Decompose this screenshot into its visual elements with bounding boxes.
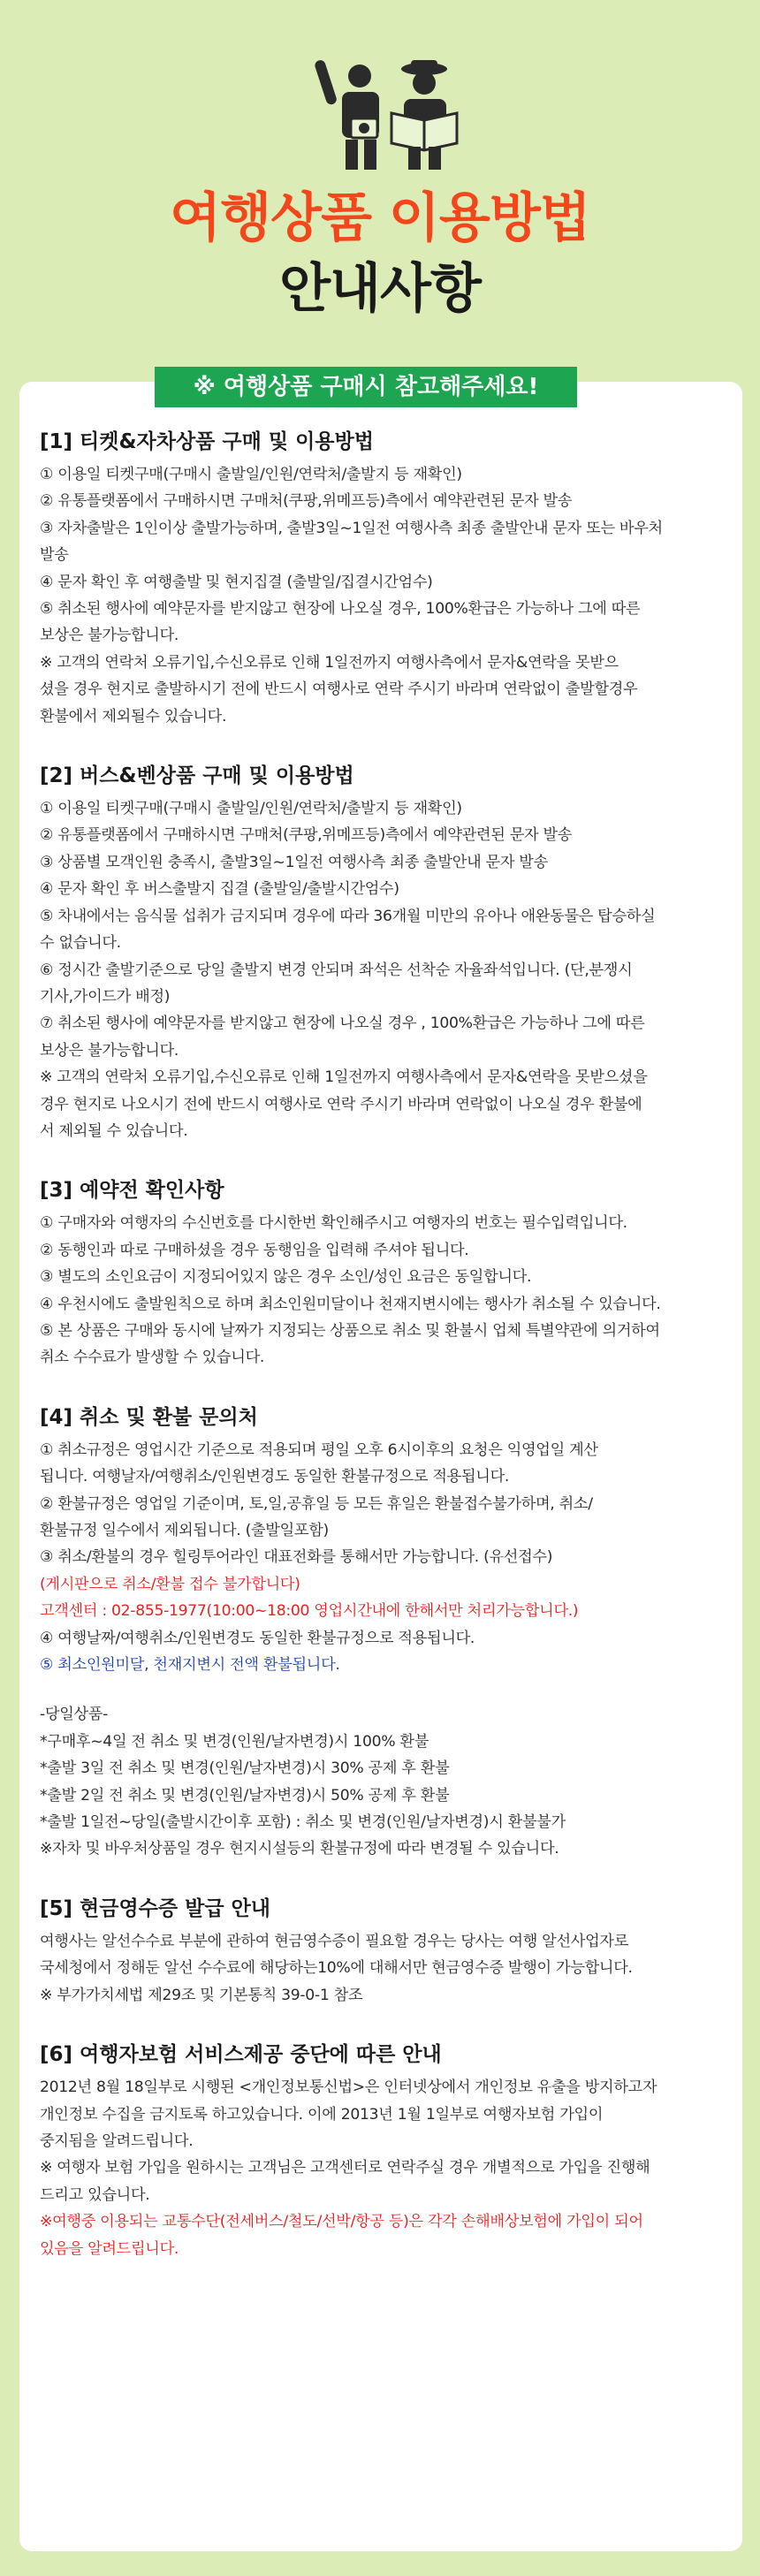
text-line: 있음을 알려드립니다. xyxy=(40,2239,179,2258)
section-1 xyxy=(40,426,729,730)
section-5 xyxy=(40,1893,729,2009)
text-line: ④ 우천시에도 출발원칙으로 하며 최소인원미달이나 천재지변시에는 행사가 취소될 수 있습니다. xyxy=(40,1295,661,1313)
text-line: ② 유통플랫폼에서 구매하시면 구매처(쿠팡,위메프등)측에서 예약관련된 문자 발송 xyxy=(40,826,573,845)
text-line: ④ 여행날짜/여행취소/인원변경도 동일한 환불규정으로 적용됩니다. xyxy=(40,1629,475,1647)
text-line: ③ 취소/환불의 경우 힐링투어라인 대표전화를 통해서만 가능합니다. (유선접수) xyxy=(40,1548,553,1567)
text-line: ⑤ 최소인원미달, 천재지변시 전액 환불됩니다. xyxy=(40,1656,340,1675)
text-line: ① 구매자와 여행자의 수신번호를 다시한번 확인해주시고 여행자의 번호는 필수입력입니다. xyxy=(40,1214,627,1233)
text-line: ※ 고객의 연락처 오류기입,수신오류로 인해 1일전까지 여행사측에서 문자&연락을 못받으 xyxy=(40,653,619,672)
text-line: 경우 현지로 나오시기 전에 반드시 여행사로 연락 주시기 바라며 연락없이 나오실 경우 환불에 xyxy=(40,1095,642,1113)
notice-banner: ※ 여행상품 구매시 참고해주세요! xyxy=(155,367,577,407)
page-title: 여행상품 이용방법 xyxy=(170,187,590,249)
text-line: ③ 별도의 소인요금이 지정되어있지 않은 경우 소인/성인 요금은 동일합니다. xyxy=(40,1268,532,1287)
text-line: ② 유통플랫폼에서 구매하시면 구매처(쿠팡,위메프등)측에서 예약관련된 문자 발송 xyxy=(40,492,573,511)
section-3 xyxy=(40,1174,729,1371)
text-line: *출발 2일 전 취소 및 변경(인원/날자변경)시 50% 공제 후 환불 xyxy=(40,1786,450,1805)
spacer xyxy=(40,1678,729,1701)
text-line: ③ 상품별 모객인원 충족시, 출발3일~1일전 여행사측 최종 출발안내 문자 발송 xyxy=(40,853,548,871)
section-6 xyxy=(40,2039,729,2262)
text-line: ④ 문자 확인 후 여행출발 및 현지집결 (출발일/집결시간엄수) xyxy=(40,573,433,591)
text-line: ※여행중 이용되는 교통수단(전세버스/철도/선박/항공 등)은 각각 손해배상보험에 가입이 되어 xyxy=(40,2213,643,2231)
text-line: 고객센터 : 02-855-1977(10:00~18:00 영업시간내에 한해서만 처리가능합니다.) xyxy=(40,1602,579,1621)
text-line: ※ 부가가치세법 제29조 및 기본통칙 39-0-1 참조 xyxy=(40,1986,363,2004)
text-line: ⑤ 본 상품은 구매와 동시에 날짜가 지정되는 상품으로 취소 및 환불시 업체 특별약관에 의거하여 xyxy=(40,1321,660,1340)
text-line: ④ 문자 확인 후 버스출발지 집결 (출발일/출발시간엄수) xyxy=(40,880,399,899)
section-title: [1] 티켓&자차상품 구매 및 이용방법 xyxy=(40,430,374,453)
text-line: ① 이용일 티켓구매(구매시 출발일/인원/연락처/출발지 등 재확인) xyxy=(40,800,462,818)
text-line: 발송 xyxy=(40,546,69,565)
text-line: 개인정보 수집을 금지토록 하고있습니다. 이에 2013년 1월 1일부로 여행자보험 가입이 xyxy=(40,2105,604,2124)
text-line: 2012년 8월 18일부로 시행된 <개인정보통신법>은 인터넷상에서 개인정보 유출을 방지하고자 xyxy=(40,2078,657,2097)
section-title: [4] 취소 및 환불 문의처 xyxy=(40,1405,258,1429)
guide-content xyxy=(40,426,729,2292)
text-line: ※ 고객의 연락처 오류기입,수신오류로 인해 1일전까지 여행사측에서 문자&연락을 못받으셨을 xyxy=(40,1068,648,1087)
traveler-mascot-icon xyxy=(296,58,473,173)
text-line: (게시판으로 취소/환불 접수 불가합니다) xyxy=(40,1575,300,1593)
section-title: [6] 여행자보험 서비스제공 중단에 따른 안내 xyxy=(40,2043,442,2067)
text-line: 보상은 불가능합니다. xyxy=(40,1041,179,1060)
text-line: *구매후~4일 전 취소 및 변경(인원/날자변경)시 100% 환불 xyxy=(40,1732,429,1751)
text-line: *출발 1일전~당일(출발시간이후 포함) : 취소 및 변경(인원/날자변경)시 환불불가 xyxy=(40,1813,566,1832)
text-line: ⑤ 차내에서는 음식물 섭취가 금지되며 경우에 따라 36개월 미만의 유아나 애완동물은 탑승하실 xyxy=(40,907,656,925)
text-line: 환불에서 제외될수 있습니다. xyxy=(40,707,227,726)
text-line: 됩니다. 여행날자/여행취소/인원변경도 동일한 환불규정으로 적용됩니다. xyxy=(40,1468,510,1486)
text-line: 셨을 경우 현지로 출발하시기 전에 반드시 여행사로 연락 주시기 바라며 연락없이 출발할경우 xyxy=(40,680,638,699)
section-title: [3] 예약전 확인사항 xyxy=(40,1179,224,1203)
text-line: 여행사는 알선수수료 부분에 관하여 현금영수증이 필요할 경우는 당사는 여행 알선사업자로 xyxy=(40,1932,628,1950)
text-line: ※자차 및 바우처상품일 경우 현지시설등의 환불규정에 따라 변경될 수 있습니다. xyxy=(40,1840,559,1858)
text-line: 보상은 불가능합니다. xyxy=(40,627,179,645)
text-line: 기사,가이드가 배정) xyxy=(40,987,171,1006)
text-line: ① 취소규정은 영업시간 기준으로 적용되며 평일 오후 6시이후의 요청은 익영업일 계산 xyxy=(40,1440,598,1459)
text-line: *출발 3일 전 취소 및 변경(인원/날자변경)시 30% 공제 후 환불 xyxy=(40,1759,450,1778)
text-line: 국세청에서 정해둔 알선 수수료에 해당하는10%에 대해서만 현금영수증 발행이 가능합니다. xyxy=(40,1959,633,1978)
text-line: ① 이용일 티켓구매(구매시 출발일/인원/연락처/출발지 등 재확인) xyxy=(40,466,462,483)
header xyxy=(0,0,760,380)
text-line: 중지됨을 알려드립니다. xyxy=(40,2131,194,2150)
text-line: 취소 수수료가 발생할 수 있습니다. xyxy=(40,1349,265,1367)
text-line: ③ 자차출발은 1인이상 출발가능하며, 출발3일~1일전 여행사측 최종 출발안내 문자 또는 바우처 xyxy=(40,519,663,537)
text-line: 수 없습니다. xyxy=(40,934,121,953)
text-line: ※ 여행자 보험 가입을 원하시는 고객님은 고객센터로 연락주실 경우 개별적으로 가입을 진행해 xyxy=(40,2159,650,2177)
page-subtitle: 안내사항 xyxy=(279,258,481,320)
text-line: 환불규정 일수에서 제외됩니다. (출발일포함) xyxy=(40,1522,329,1539)
text-line: 드리고 있습니다. xyxy=(40,2185,150,2204)
text-line: 서 제외될 수 있습니다. xyxy=(40,1121,188,1140)
section-2 xyxy=(40,760,729,1144)
section-title: [2] 버스&벤상품 구매 및 이용방법 xyxy=(40,764,354,788)
section-4 xyxy=(40,1402,729,1863)
text-line: -당일상품- xyxy=(40,1706,109,1724)
section-title: [5] 현금영수증 발급 안내 xyxy=(40,1896,271,1920)
text-line: ⑥ 정시간 출발기준으로 당일 출발지 변경 안되며 좌석은 선착순 자율좌석입니다. (단,분쟁시 xyxy=(40,961,633,979)
text-line: ② 환불규정은 영업일 기준이며, 토,일,공휴일 등 모든 휴일은 환불접수불가하며, 취소/ xyxy=(40,1494,593,1513)
text-line: ⑦ 취소된 행사에 예약문자를 받지않고 현장에 나오실 경우 , 100%환급은 가능하나 그에 따른 xyxy=(40,1014,645,1033)
text-line: ⑤ 취소된 행사에 예약문자를 받지않고 현장에 나오실 경우, 100%환급은 가능하나 그에 따른 xyxy=(40,600,641,619)
text-line: ② 동행인과 따로 구매하셨을 경우 동행임을 입력해 주셔야 됩니다. xyxy=(40,1241,469,1259)
